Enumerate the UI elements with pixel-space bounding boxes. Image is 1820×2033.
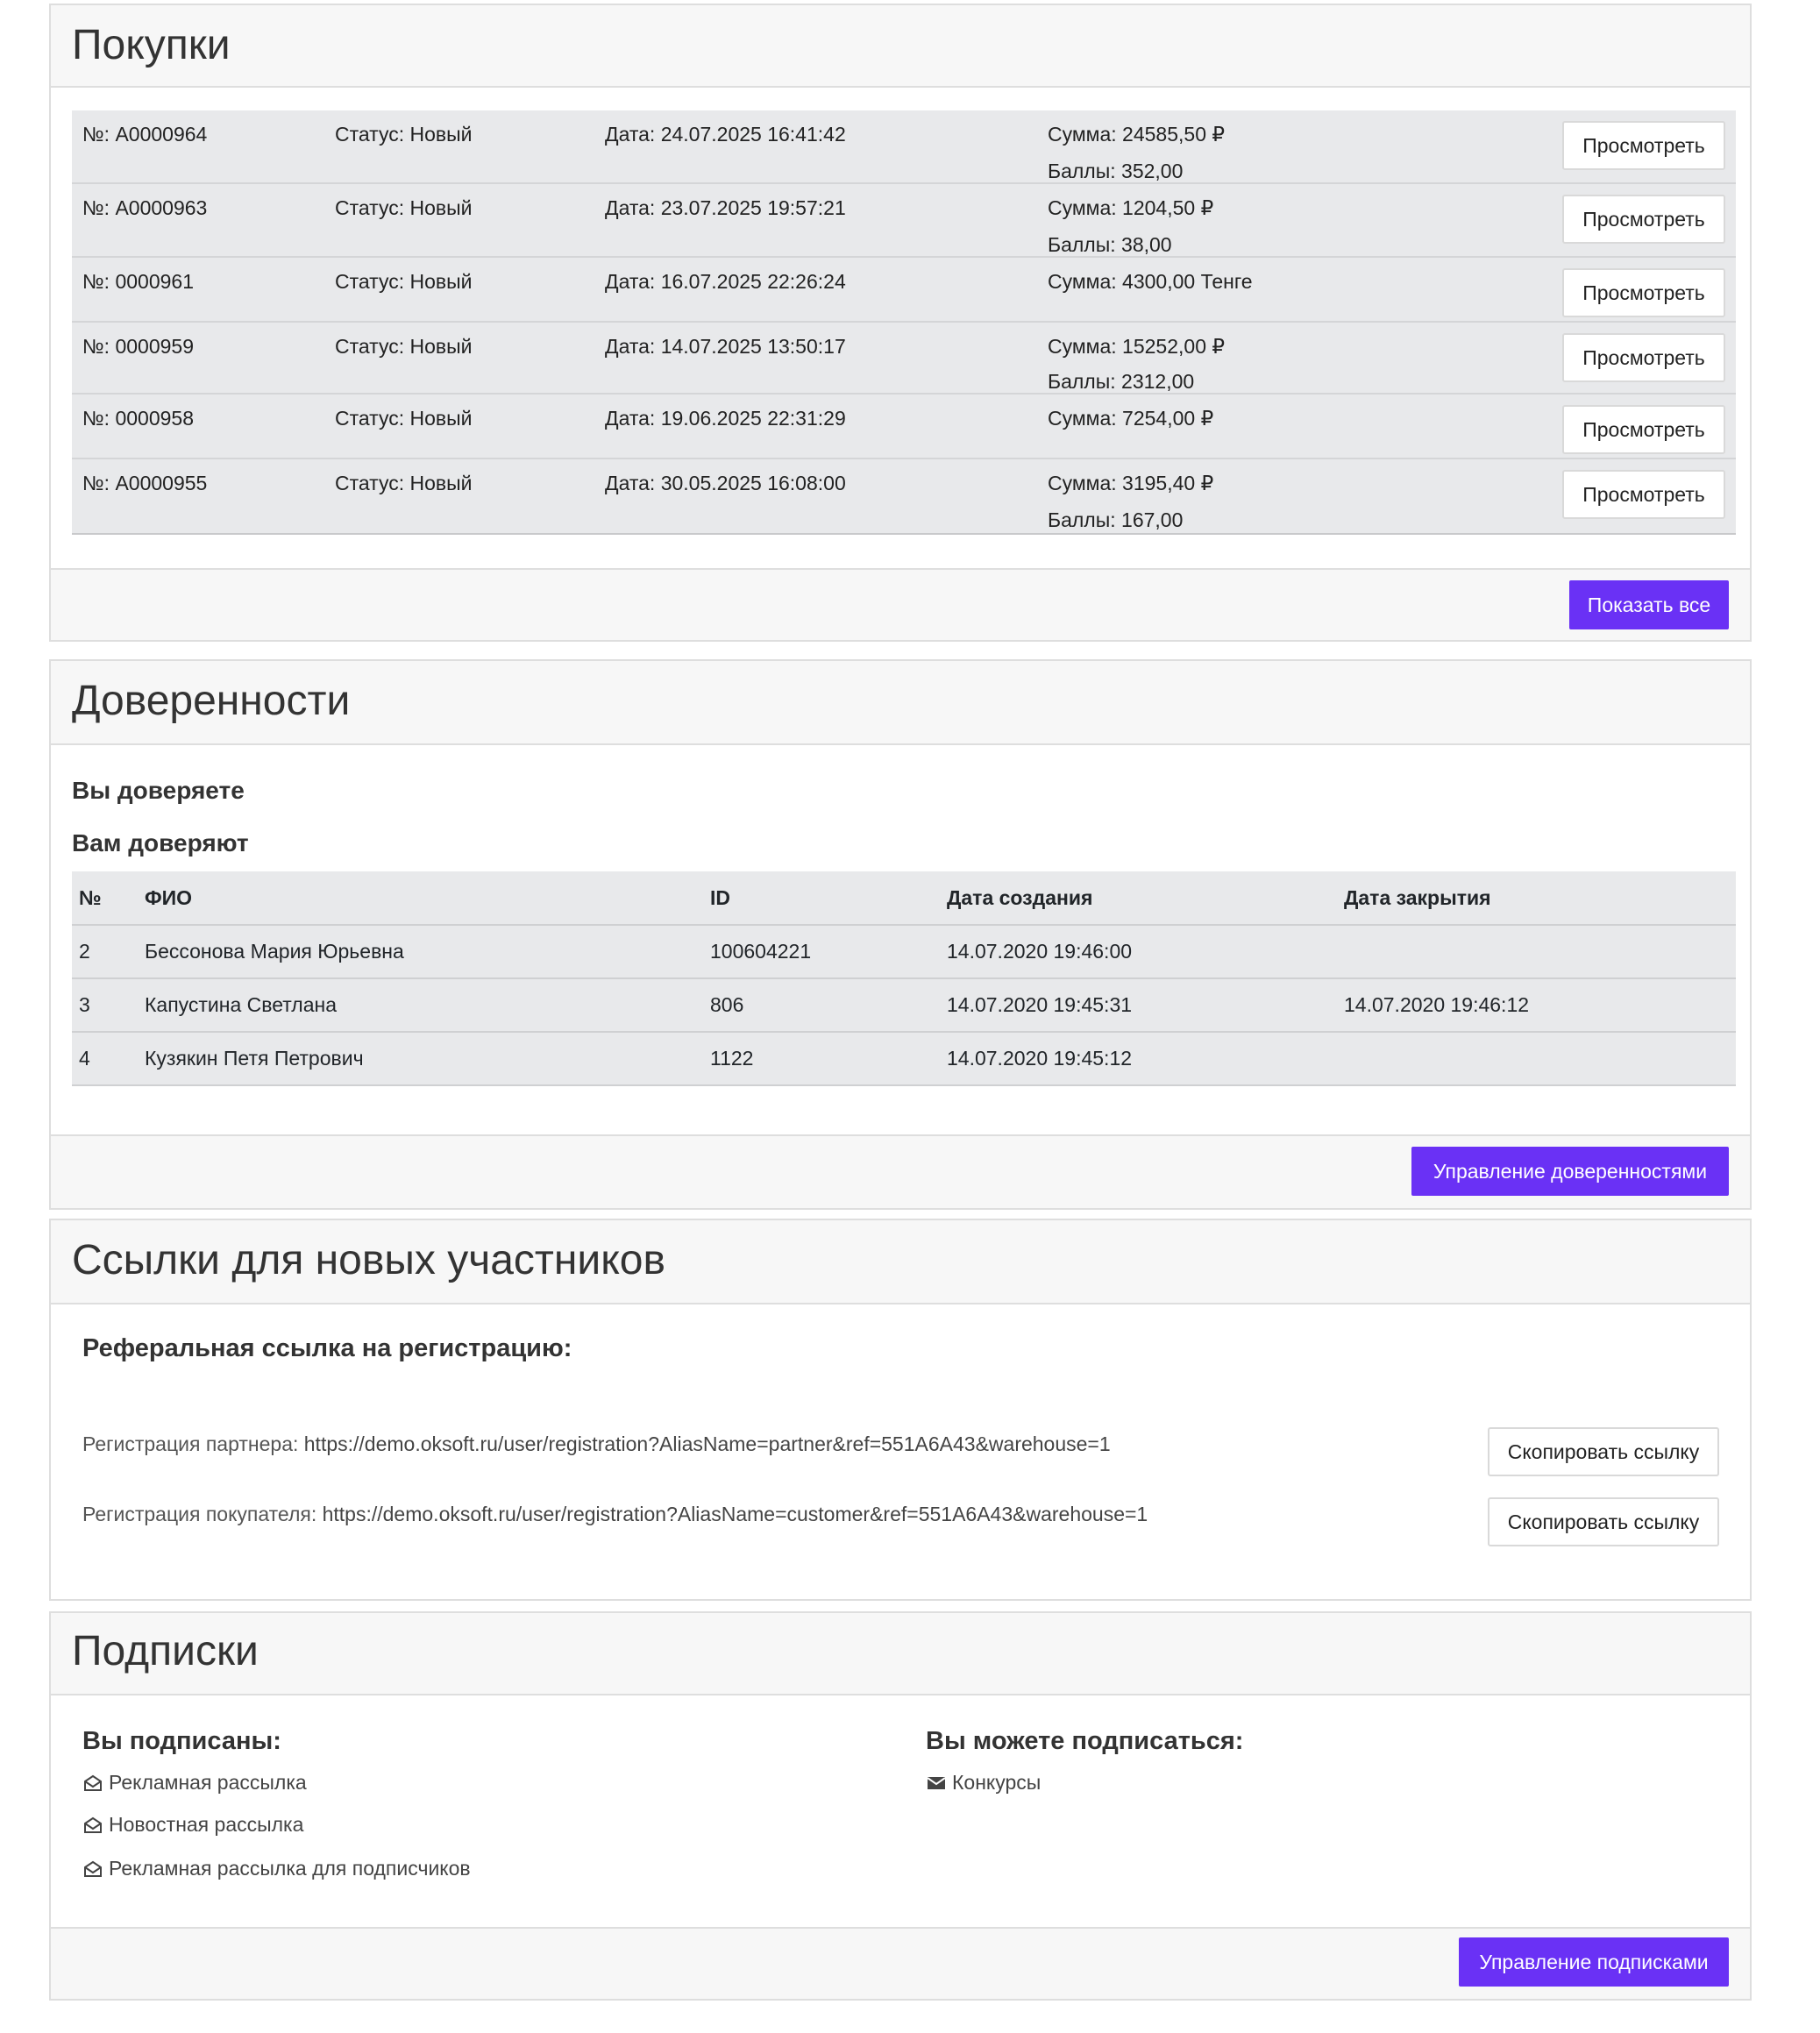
order-number: №: А0000955 (82, 472, 208, 494)
subscriptions-footer (51, 1927, 1750, 1999)
table-cell: 14.07.2020 19:46:00 (940, 925, 1337, 978)
table-cell: 2 (72, 925, 138, 978)
order-row (72, 110, 1736, 184)
trusts-card (49, 659, 1752, 1210)
order-row (72, 395, 1736, 459)
column-header: Дата создания (940, 871, 1337, 925)
table-row (72, 1032, 1736, 1085)
column-header: Дата закрытия (1337, 871, 1736, 925)
order-date: Дата: 14.07.2025 13:50:17 (605, 335, 846, 358)
order-status: Статус: Новый (335, 196, 473, 219)
envelope-open-icon (82, 1859, 103, 1880)
trusts-title: Доверенности (72, 678, 351, 724)
view-order-button[interactable]: Просмотреть (1562, 268, 1725, 317)
partner-registration-line (82, 1432, 1111, 1456)
order-sum: Сумма: 1204,50 ₽ (1048, 196, 1214, 219)
manage-trusts-button[interactable]: Управление доверенностями (1411, 1147, 1729, 1196)
order-points: Баллы: 167,00 (1048, 508, 1184, 531)
referral-title: Ссылки для новых участников (72, 1237, 665, 1283)
order-sum: Сумма: 4300,00 Тенге (1048, 270, 1253, 293)
column-header: № (72, 871, 138, 925)
customer-url: https://demo.oksoft.ru/user/registration?AliasName=customer&ref=551A6A43&warehouse=1 (322, 1503, 1148, 1525)
table-cell: 14.07.2020 19:45:12 (940, 1032, 1337, 1085)
order-points: Баллы: 352,00 (1048, 160, 1184, 182)
table-cell: 14.07.2020 19:45:31 (940, 978, 1337, 1032)
view-order-button[interactable]: Просмотреть (1562, 470, 1725, 519)
table-cell: 100604221 (703, 925, 940, 978)
purchases-card (49, 4, 1752, 642)
trusts-footer (51, 1134, 1750, 1208)
copy-partner-link-button[interactable]: Скопировать ссылку (1488, 1427, 1719, 1476)
table-header-row (72, 871, 1736, 925)
customer-label: Регистрация покупателя: (82, 1503, 317, 1525)
subscriptions-title: Подписки (72, 1628, 259, 1674)
manage-subscriptions-button[interactable]: Управление подписками (1459, 1937, 1729, 1987)
table-cell (1337, 1032, 1736, 1085)
purchases-title: Покупки (72, 22, 231, 68)
order-sum: Сумма: 15252,00 ₽ (1048, 335, 1226, 358)
available-heading: Вы можете подписаться: (926, 1727, 1244, 1755)
order-row (72, 184, 1736, 258)
order-status: Статус: Новый (335, 335, 473, 358)
purchases-header (51, 5, 1750, 88)
subscribed-item[interactable] (82, 1771, 307, 1795)
view-order-button[interactable]: Просмотреть (1562, 333, 1725, 382)
subscribed-item-label: Рекламная рассылка для подписчиков (109, 1857, 471, 1880)
subscribed-item[interactable] (82, 1813, 303, 1837)
order-date: Дата: 23.07.2025 19:57:21 (605, 196, 846, 219)
order-row (72, 258, 1736, 323)
trusts-header (51, 661, 1750, 745)
partner-label: Регистрация партнера: (82, 1432, 299, 1455)
subscriptions-card (49, 1611, 1752, 2001)
order-status: Статус: Новый (335, 270, 473, 293)
referral-card (49, 1219, 1752, 1601)
order-row (72, 459, 1736, 535)
subscribed-item-label: Рекламная рассылка (109, 1771, 307, 1794)
order-number: №: 0000961 (82, 270, 194, 293)
partner-url: https://demo.oksoft.ru/user/registration?AliasName=partner&ref=551A6A43&warehouse=1 (303, 1432, 1111, 1455)
available-item-label: Конкурсы (952, 1771, 1042, 1794)
order-date: Дата: 30.05.2025 16:08:00 (605, 472, 846, 494)
table-cell: Бессонова Мария Юрьевна (138, 925, 703, 978)
order-date: Дата: 19.06.2025 22:31:29 (605, 407, 846, 430)
show-all-button[interactable]: Показать все (1569, 580, 1729, 629)
table-cell: 1122 (703, 1032, 940, 1085)
order-points: Баллы: 2312,00 (1048, 370, 1195, 393)
subscribed-heading: Вы подписаны: (82, 1727, 281, 1755)
order-date: Дата: 24.07.2025 16:41:42 (605, 123, 846, 146)
view-order-button[interactable]: Просмотреть (1562, 121, 1725, 170)
order-status: Статус: Новый (335, 472, 473, 494)
view-order-button[interactable]: Просмотреть (1562, 405, 1725, 454)
you-trust-heading: Вы доверяете (72, 777, 245, 804)
column-header: ID (703, 871, 940, 925)
order-sum: Сумма: 7254,00 ₽ (1048, 407, 1214, 430)
order-row (72, 323, 1736, 395)
order-sum: Сумма: 3195,40 ₽ (1048, 472, 1214, 494)
trusts-table (72, 871, 1736, 1086)
table-cell: 3 (72, 978, 138, 1032)
subscribed-item-label: Новостная рассылка (109, 1813, 304, 1836)
order-number: №: 0000959 (82, 335, 194, 358)
table-cell: 4 (72, 1032, 138, 1085)
column-header: ФИО (138, 871, 703, 925)
order-sum: Сумма: 24585,50 ₽ (1048, 123, 1226, 146)
purchases-footer (51, 568, 1750, 640)
table-cell: Капустина Светлана (138, 978, 703, 1032)
trusted-by-heading: Вам доверяют (72, 829, 249, 857)
envelope-icon (926, 1773, 947, 1794)
subscribed-item[interactable] (82, 1857, 471, 1880)
order-status: Статус: Новый (335, 407, 473, 430)
table-row (72, 978, 1736, 1032)
table-cell (1337, 925, 1736, 978)
order-number: №: А0000964 (82, 123, 208, 146)
order-number: №: А0000963 (82, 196, 208, 219)
table-cell: 14.07.2020 19:46:12 (1337, 978, 1736, 1032)
view-order-button[interactable]: Просмотреть (1562, 195, 1725, 244)
referral-subtitle: Реферальная ссылка на регистрацию: (82, 1334, 572, 1362)
customer-registration-line (82, 1503, 1148, 1526)
subscriptions-header (51, 1613, 1750, 1695)
envelope-open-icon (82, 1773, 103, 1794)
table-cell: Кузякин Петя Петрович (138, 1032, 703, 1085)
orders-list (72, 110, 1736, 535)
envelope-open-icon (82, 1815, 103, 1836)
order-number: №: 0000958 (82, 407, 194, 430)
table-row (72, 925, 1736, 978)
order-points: Баллы: 38,00 (1048, 233, 1172, 256)
referral-header (51, 1220, 1750, 1304)
table-cell: 806 (703, 978, 940, 1032)
available-item[interactable] (926, 1771, 1041, 1795)
order-status: Статус: Новый (335, 123, 473, 146)
order-date: Дата: 16.07.2025 22:26:24 (605, 270, 846, 293)
copy-customer-link-button[interactable]: Скопировать ссылку (1488, 1497, 1719, 1546)
